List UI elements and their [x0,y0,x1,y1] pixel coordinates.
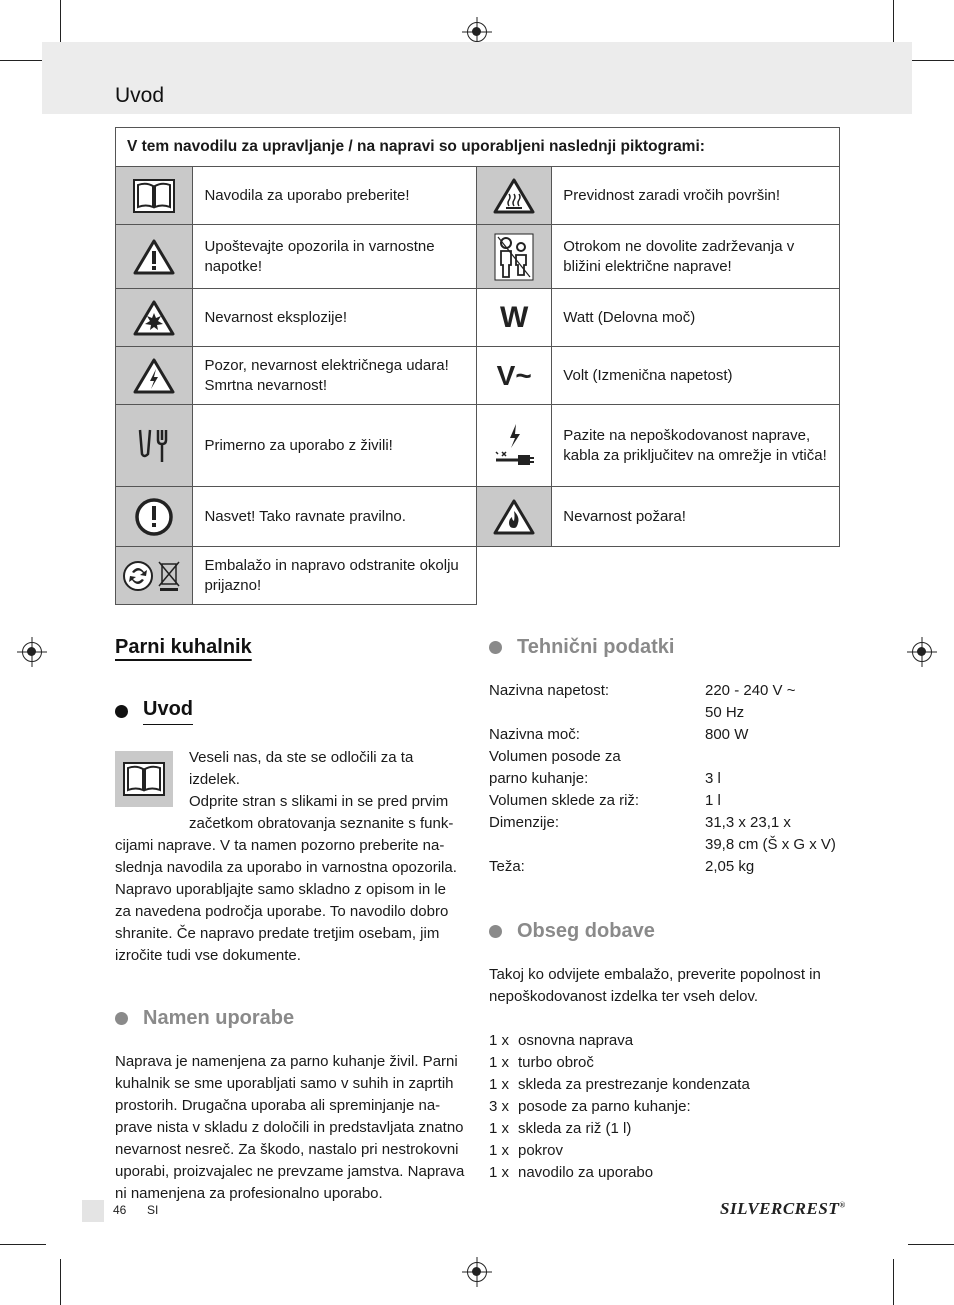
registration-mark-icon [22,642,42,662]
pictogram-table-heading: V tem navodilu za upravljanje / na napravi so uporabljeni naslednji piktogrami: [116,128,840,167]
crop-mark [60,0,61,46]
registration-mark-icon [467,1262,487,1282]
purpose-line: kuhalnik se sme uporabljati samo v suhih in zaprtih [115,1075,454,1092]
crop-mark [0,1244,46,1245]
pictogram-text: Nevarnost požara! [552,487,840,547]
list-item: 1 x skleda za prestrezanje kondenzata [489,1076,750,1093]
bullet-dot-icon [115,705,128,718]
pictogram-text: Nasvet! Tako ravnate pravilno. [193,487,477,547]
intro-line: izročite tudi vse dokumente. [115,947,301,964]
right-column [489,636,841,1184]
intro-line: cijami naprave. V ta namen pozorno preberite na- [115,837,445,854]
section-heading-purpose: Namen uporabe [115,1007,465,1029]
pictogram-table [115,127,840,605]
list-item: 1 x osnovna naprava [489,1032,634,1049]
bullet-dot-icon [489,641,502,654]
spec-row: 39,8 cm (Š x G x V) [705,836,836,853]
crop-mark [908,60,954,61]
watt-icon [477,289,552,347]
spec-table [489,680,841,878]
purpose-line: ni namenjena za profesionalno uporabo. [115,1185,383,1202]
children-icon [477,225,552,289]
left-column [115,636,465,1205]
intro-line: Odprite stran s slikami in se pred prvim [189,793,449,810]
footer-marker [82,1200,104,1222]
crop-mark [908,1244,954,1245]
pictogram-text: Pazite na nepoškodovanost naprave, kabla za priključitev na omrežje in vtiča! [552,405,840,487]
language-code: SI [147,1203,159,1217]
book-icon [116,167,193,225]
header-band [42,42,912,114]
purpose-block [115,1051,465,1205]
registration-mark-icon [912,642,932,662]
bullet-dot-icon [115,1012,128,1025]
pictogram-text: Upoštevajte opozorila in varnostne napotke! [193,225,477,289]
section-heading-tech: Tehnični podatki [489,636,841,658]
damaged-cable-icon [477,405,552,487]
spec-row: Volumen posode za [489,748,621,765]
intro-line: začetkom obratovanja seznanite s funk- [189,815,454,832]
page-number: 46 [113,1203,127,1217]
purpose-line: Naprava je namenjena za parno kuhanje živil. Parni [115,1053,458,1070]
crop-mark [0,60,46,61]
page-title: Uvod [115,84,165,107]
footer-page-info [113,1203,158,1217]
section-heading-intro: Uvod [115,698,465,725]
brand-logo: SILVERCREST® [720,1199,846,1218]
intro-line: shranite. Če napravo predate tretjim osebam, jim [115,925,440,942]
pictogram-text: Embalažo in napravo odstranite okolju prijazno! [193,547,477,605]
pictogram-text: Watt (Delovna moč) [552,289,840,347]
spec-row: Volumen sklede za riž: 1 l [489,792,721,809]
spec-row: parno kuhanje: 3 l [489,770,721,787]
intro-line: slednja navodila za uporabo in varnostna opozorila. [115,859,457,876]
pictogram-text: Volt (Izmenična napetost) [552,347,840,405]
scope-intro-line: nepoškodovanost izdelka ter vseh delov. [489,988,759,1005]
explosion-icon [116,289,193,347]
delivery-list [489,1030,841,1184]
registration-mark-icon [467,22,487,42]
spec-row: Nazivna moč: 800 W [489,726,749,743]
spec-row: 50 Hz [705,704,745,721]
fire-icon [477,487,552,547]
crop-mark [60,1259,61,1305]
section-heading-scope: Obseg dobave [489,920,841,942]
hot-surface-icon [477,167,552,225]
pictogram-text: Nevarnost eksplozije! [193,289,477,347]
recycle-icon [116,547,193,605]
list-item: 1 x pokrov [489,1142,564,1159]
pictogram-text: Pozor, nevarnost električnega udara! Smrtna nevarnost! [193,347,477,405]
crop-mark [893,0,894,46]
bullet-dot-icon [489,925,502,938]
purpose-line: prave nista v skladu z določili in predstavljata znatno [115,1119,464,1136]
scope-intro [489,964,841,1008]
list-item: 1 x navodilo za uporabo [489,1164,654,1181]
list-item: 3 x posode za parno kuhanje: [489,1098,691,1115]
spec-row: Dimenzije: 31,3 x 23,1 x [489,814,791,831]
scope-intro-line: Takoj ko odvijete embalažo, preverite popolnost in [489,966,821,983]
pictogram-text: Previdnost zaradi vročih površin! [552,167,840,225]
warning-icon [116,225,193,289]
purpose-line: nevarnost nesreč. Za škodo, nastalo pri nestrokovni [115,1141,459,1158]
crop-mark [893,1259,894,1305]
intro-line: za navedena področja uporabe. To navodilo dobro [115,903,449,920]
pictogram-text: Navodila za uporabo preberite! [193,167,477,225]
list-item: 1 x skleda za riž (1 l) [489,1120,632,1137]
product-title: Parni kuhalnik [115,636,252,658]
pictogram-text: Otrokom ne dovolite zadrževanja v bližini električne naprave! [552,225,840,289]
intro-block [115,747,465,967]
purpose-line: uporabi, proizvajalec ne prevzame jamstva. Naprava [115,1163,465,1180]
book-icon [115,751,173,807]
watt-symbol: W [500,300,529,334]
spec-row: Teža: 2,05 kg [489,858,755,875]
intro-line: Napravo uporabljajte samo skladno z opisom in le [115,881,447,898]
pictogram-text: Primerno za uporabo z živili! [193,405,477,487]
tip-icon [116,487,193,547]
volt-ac-icon [477,347,552,405]
list-item: 1 x turbo obroč [489,1054,594,1071]
intro-line: Veseli nas, da ste se odločili za ta izdelek. [189,749,414,788]
purpose-line: prostorih. Drugačna uporaba ali spreminjanje na- [115,1097,441,1114]
spec-row: Nazivna napetost: 220 - 240 V ~ [489,682,796,699]
electric-shock-icon [116,347,193,405]
volt-symbol: V~ [496,359,532,391]
food-safe-icon [116,405,193,487]
